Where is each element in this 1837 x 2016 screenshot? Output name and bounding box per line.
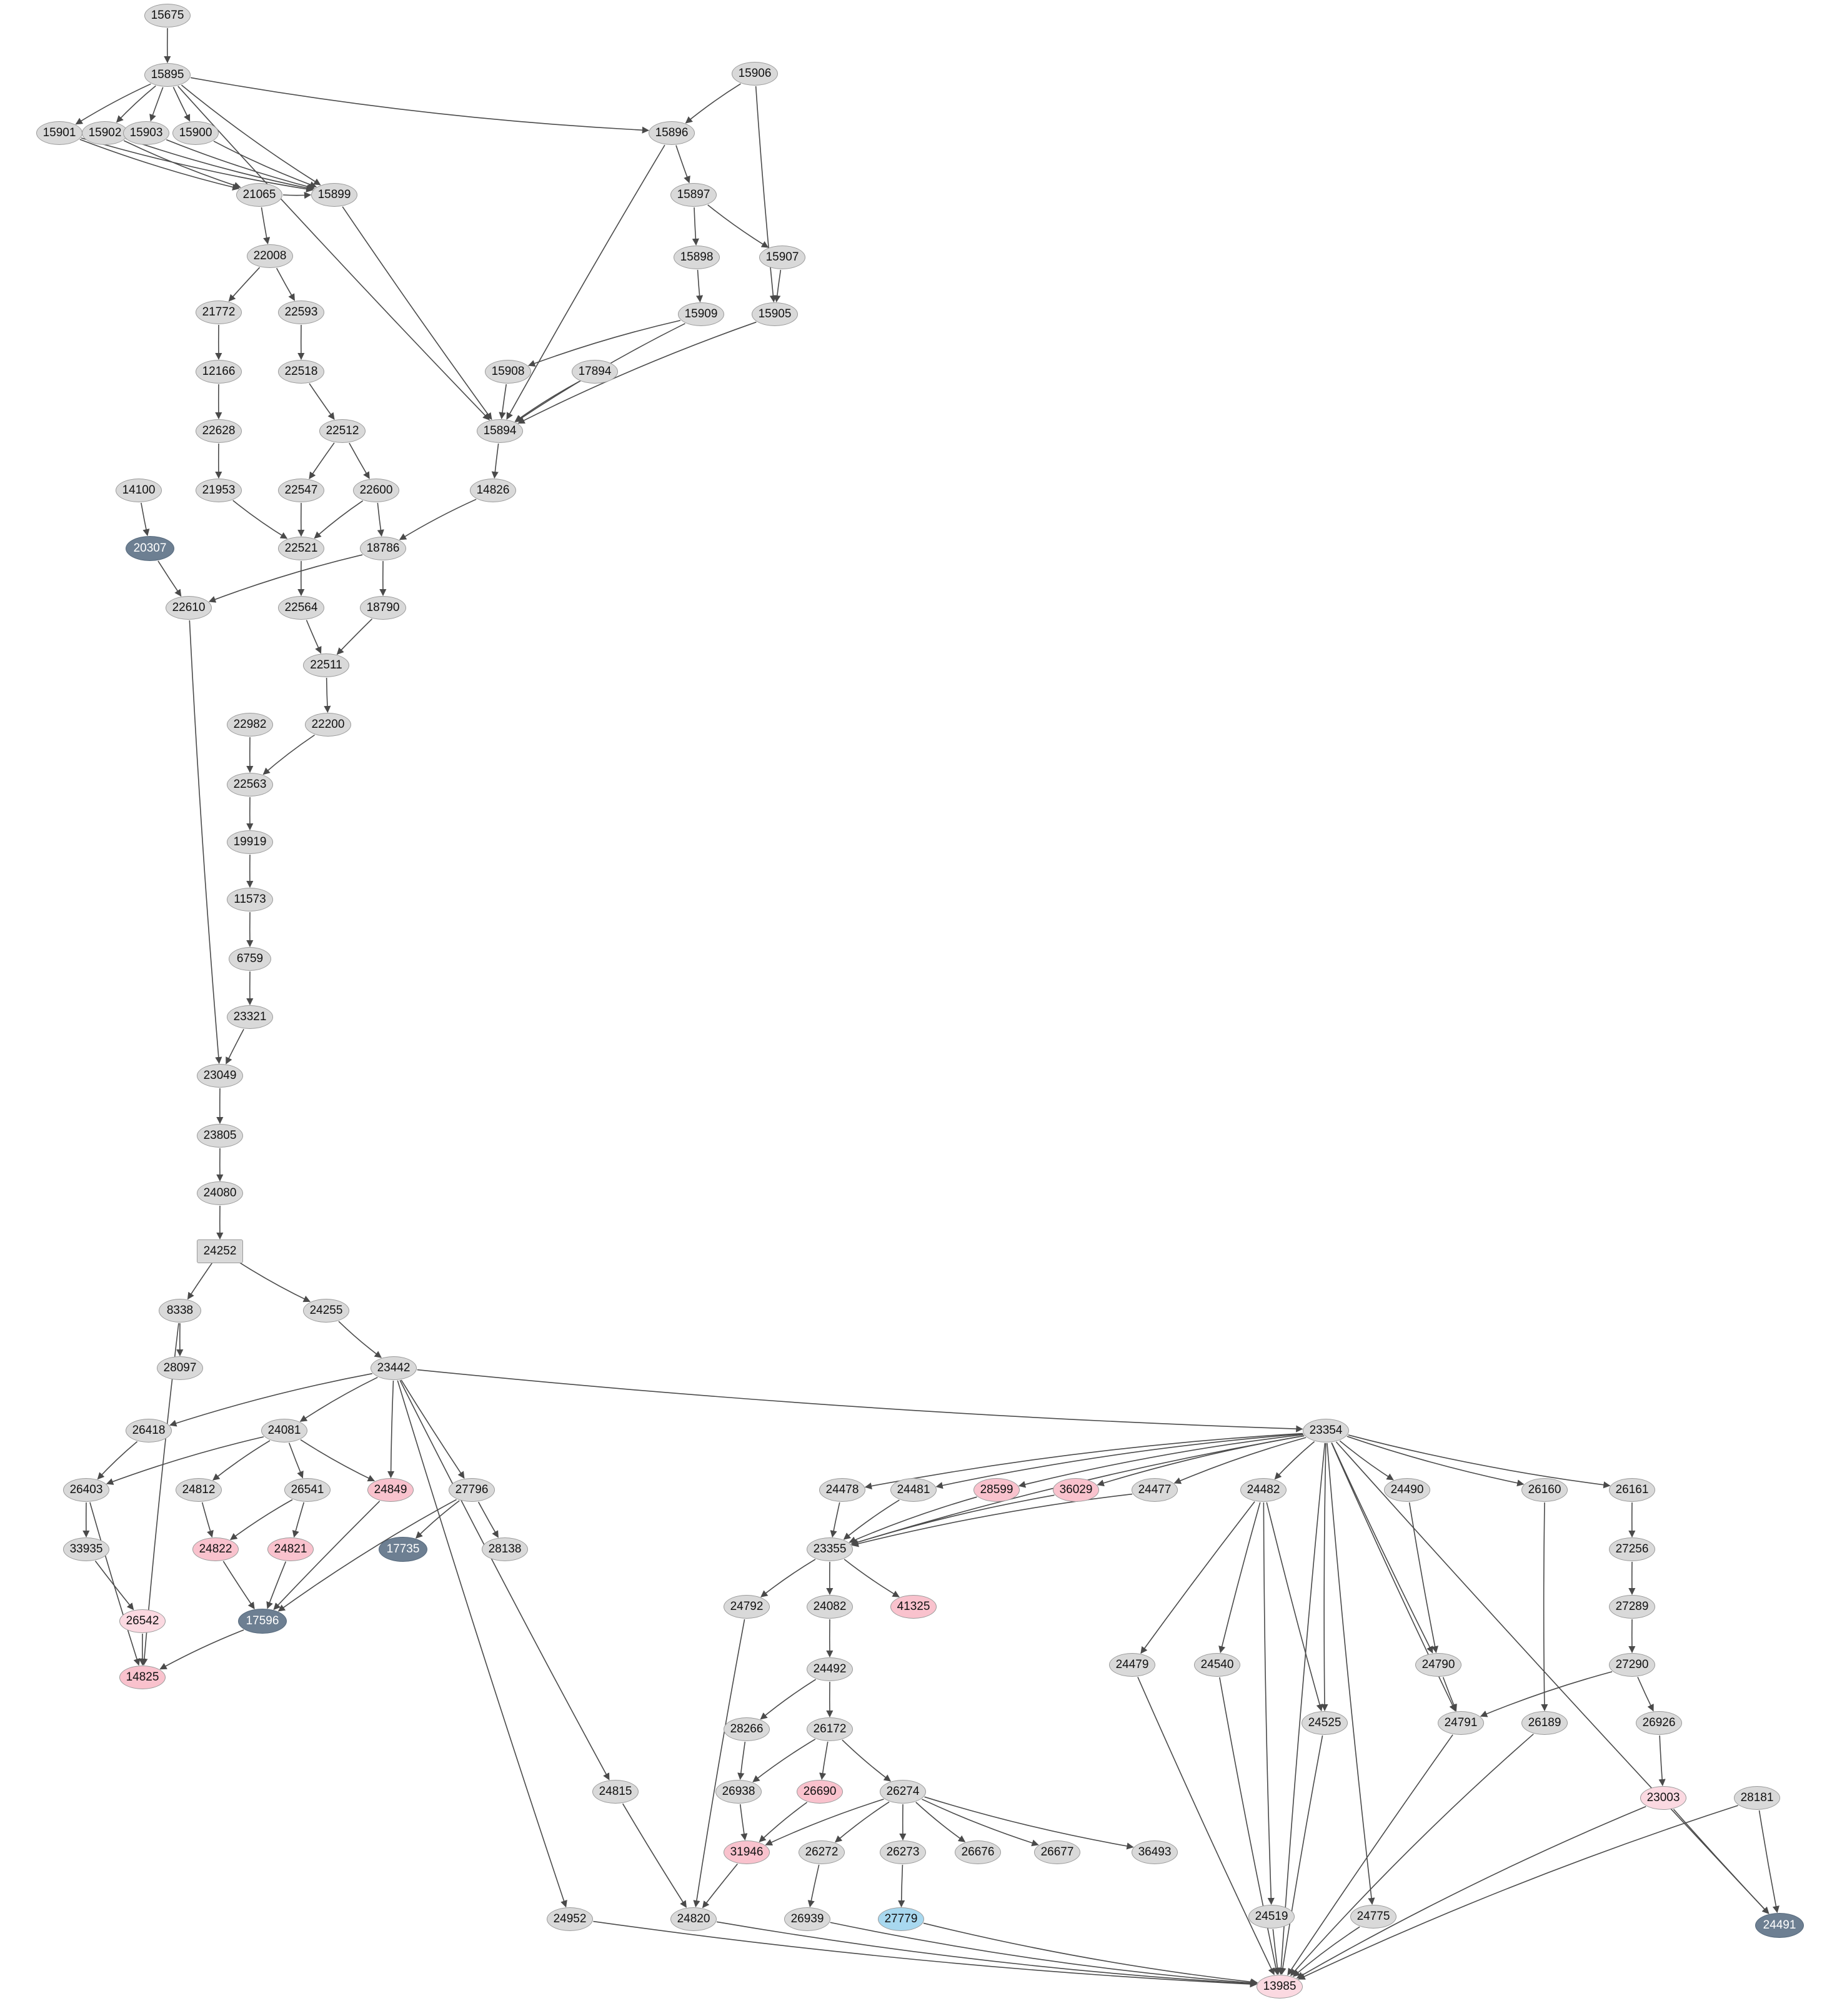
graph-node[interactable]: 26172 xyxy=(807,1717,853,1741)
graph-node[interactable]: 15896 xyxy=(649,121,695,145)
graph-edge xyxy=(170,1374,372,1426)
graph-node[interactable]: 41325 xyxy=(890,1595,937,1619)
graph-edge xyxy=(519,322,757,424)
graph-node[interactable]: 13985 xyxy=(1257,1975,1303,1999)
graph-edge xyxy=(314,501,362,539)
graph-edge xyxy=(223,1561,254,1609)
graph-edge xyxy=(202,1502,212,1537)
graph-edge xyxy=(759,1802,807,1842)
graph-node[interactable]: 12166 xyxy=(196,360,242,384)
graph-edge xyxy=(852,1495,1055,1544)
graph-edge xyxy=(676,146,689,183)
graph-edge xyxy=(1443,1677,1456,1711)
graph-edge xyxy=(1340,1441,1393,1480)
graph-node[interactable]: 24490 xyxy=(1384,1478,1430,1502)
graph-node[interactable]: 21953 xyxy=(196,479,242,502)
graph-node[interactable]: 15899 xyxy=(311,183,357,207)
graph-node[interactable]: 22564 xyxy=(278,596,324,620)
graph-edge xyxy=(1281,1443,1325,1974)
graph-node[interactable]: 24080 xyxy=(197,1181,243,1205)
graph-edge xyxy=(229,267,259,301)
graph-node[interactable]: 26189 xyxy=(1521,1711,1568,1735)
graph-node[interactable]: 24519 xyxy=(1248,1905,1295,1929)
graph-node[interactable]: 27256 xyxy=(1609,1537,1655,1561)
graph-edge xyxy=(294,1502,304,1537)
graph-node[interactable]: 24491 xyxy=(1755,1913,1804,1938)
graph-node[interactable]: 17894 xyxy=(572,360,618,384)
graph-node[interactable]: 24849 xyxy=(367,1478,414,1502)
graph-node[interactable]: 22547 xyxy=(278,479,324,502)
graph-edge xyxy=(309,384,334,419)
graph-edge xyxy=(233,500,287,539)
graph-edge xyxy=(740,1742,745,1779)
graph-edge xyxy=(1410,1502,1436,1652)
graph-node[interactable]: 26273 xyxy=(880,1840,926,1864)
graph-node[interactable]: 36493 xyxy=(1132,1840,1178,1864)
graph-node[interactable]: 17735 xyxy=(379,1537,427,1562)
graph-edge xyxy=(417,1370,1303,1429)
graph-edge xyxy=(740,1804,745,1840)
graph-node[interactable]: 15903 xyxy=(123,121,169,145)
graph-node[interactable]: 24525 xyxy=(1302,1711,1348,1735)
graph-node[interactable]: 24821 xyxy=(267,1537,314,1561)
graph-edge xyxy=(416,1501,459,1538)
graph-edge xyxy=(695,1619,744,1907)
graph-edge xyxy=(760,1679,815,1719)
graph-node[interactable]: 26418 xyxy=(126,1419,172,1442)
graph-edge xyxy=(835,1802,889,1842)
graph-edge xyxy=(694,207,696,245)
graph-edge xyxy=(301,1440,374,1481)
graph-node[interactable]: 28599 xyxy=(973,1478,1020,1502)
graph-edge xyxy=(95,1561,133,1609)
graph-edge xyxy=(289,1443,303,1478)
graph-node[interactable]: 24812 xyxy=(176,1478,222,1502)
graph-edge xyxy=(717,1922,1257,1984)
graph-edge xyxy=(502,384,507,419)
graph-node[interactable]: 8338 xyxy=(159,1299,201,1323)
graph-edge xyxy=(267,1562,286,1609)
graph-edge xyxy=(306,620,321,653)
graph-edge xyxy=(1098,1436,1305,1485)
graph-edge xyxy=(231,1500,292,1540)
graph-node[interactable]: 23049 xyxy=(197,1064,243,1088)
graph-edge xyxy=(753,1739,815,1782)
graph-node[interactable]: 15900 xyxy=(172,121,219,145)
graph-edge xyxy=(1673,1809,1768,1914)
graph-node[interactable]: 24478 xyxy=(819,1478,865,1502)
graph-edge xyxy=(766,1799,884,1845)
graph-node[interactable]: 15898 xyxy=(674,246,720,269)
graph-edge xyxy=(810,1865,819,1907)
graph-node[interactable]: 21065 xyxy=(236,183,282,207)
graph-node[interactable]: 26690 xyxy=(797,1780,843,1804)
graph-node[interactable]: 26274 xyxy=(880,1780,926,1804)
graph-edge xyxy=(226,1029,244,1063)
graph-edge xyxy=(703,1864,738,1907)
graph-node[interactable]: 31946 xyxy=(724,1840,770,1864)
graph-node[interactable]: 22600 xyxy=(353,479,399,502)
graph-node[interactable]: 24081 xyxy=(261,1419,307,1442)
graph-edge xyxy=(1275,1441,1314,1479)
graph-node[interactable]: 26676 xyxy=(955,1840,1001,1864)
graph-node[interactable]: 15908 xyxy=(485,360,531,384)
graph-edge xyxy=(188,1263,212,1299)
graph-edge xyxy=(844,1559,899,1597)
graph-node[interactable]: 23805 xyxy=(197,1124,243,1148)
graph-edge xyxy=(236,1261,310,1302)
graph-node[interactable]: 24252 xyxy=(197,1239,243,1263)
graph-edge xyxy=(1327,1443,1372,1904)
graph-edge xyxy=(80,139,239,189)
graph-node[interactable]: 26939 xyxy=(784,1907,830,1931)
graph-edge xyxy=(1288,1735,1453,1975)
graph-node[interactable]: 24792 xyxy=(724,1595,770,1619)
graph-edge xyxy=(213,1441,270,1480)
graph-edge xyxy=(173,87,189,121)
graph-node[interactable]: 18786 xyxy=(360,537,406,560)
graph-edge xyxy=(756,86,774,302)
graph-node[interactable]: 15895 xyxy=(144,63,191,87)
graph-node[interactable]: 18790 xyxy=(360,596,406,620)
graph-node[interactable]: 24790 xyxy=(1415,1653,1461,1677)
graph-node[interactable]: 28138 xyxy=(482,1537,528,1561)
graph-node[interactable]: 6759 xyxy=(229,947,271,971)
graph-edge xyxy=(494,444,498,478)
graph-edge xyxy=(1282,1735,1322,1974)
graph-node[interactable]: 22521 xyxy=(278,537,324,560)
graph-node[interactable]: 24952 xyxy=(547,1907,593,1931)
graph-node[interactable]: 26677 xyxy=(1034,1840,1080,1864)
graph-node[interactable]: 23003 xyxy=(1640,1786,1686,1810)
graph-edge xyxy=(309,443,334,479)
graph-node[interactable]: 26542 xyxy=(119,1609,166,1633)
graph-node[interactable]: 22563 xyxy=(227,773,273,797)
graph-node[interactable]: 22628 xyxy=(196,419,242,443)
graph-node[interactable]: 27290 xyxy=(1609,1653,1655,1677)
graph-node[interactable]: 26403 xyxy=(63,1478,109,1502)
graph-node[interactable]: 24791 xyxy=(1438,1711,1484,1735)
graph-edge xyxy=(708,205,769,247)
graph-node[interactable]: 15909 xyxy=(678,302,724,326)
graph-edge xyxy=(160,1630,244,1669)
graph-edge xyxy=(349,443,369,479)
graph-node[interactable]: 15902 xyxy=(82,121,128,145)
graph-node[interactable]: 22982 xyxy=(227,713,273,737)
graph-edge xyxy=(1760,1810,1778,1912)
graph-node[interactable]: 15905 xyxy=(752,302,798,326)
graph-edge xyxy=(377,503,381,536)
graph-node[interactable]: 24540 xyxy=(1194,1653,1240,1677)
graph-node[interactable]: 28097 xyxy=(157,1356,203,1380)
graph-edge xyxy=(391,1381,394,1477)
graph-edge xyxy=(832,1502,840,1537)
graph-node[interactable]: 24482 xyxy=(1240,1478,1287,1502)
graph-edge xyxy=(479,1502,499,1537)
graph-node[interactable]: 19919 xyxy=(227,830,273,854)
graph-node[interactable]: 27796 xyxy=(449,1478,495,1502)
graph-edge xyxy=(339,1321,381,1358)
graph-edge xyxy=(327,678,328,712)
graph-node[interactable]: 24082 xyxy=(807,1595,853,1619)
graph-node[interactable]: 24775 xyxy=(1350,1905,1396,1929)
graph-edge xyxy=(277,268,295,300)
graph-node[interactable]: 21772 xyxy=(196,300,242,324)
graph-node[interactable]: 23355 xyxy=(807,1537,853,1561)
graph-edge xyxy=(261,207,267,244)
graph-node[interactable]: 23354 xyxy=(1303,1419,1349,1442)
graph-node[interactable]: 26938 xyxy=(715,1780,762,1804)
graph-node[interactable]: 22511 xyxy=(303,653,349,677)
graph-node[interactable]: 28266 xyxy=(724,1717,770,1741)
graph-node[interactable]: 24822 xyxy=(192,1537,239,1561)
graph-node[interactable]: 15907 xyxy=(759,246,805,269)
graph-edge xyxy=(1297,1807,1646,1979)
graph-node[interactable]: 24481 xyxy=(890,1478,937,1502)
graph-edge xyxy=(925,1797,1133,1847)
graph-node[interactable]: 17596 xyxy=(238,1609,287,1634)
graph-edge xyxy=(529,320,680,365)
graph-node[interactable]: 26541 xyxy=(284,1478,331,1502)
graph-node[interactable]: 26160 xyxy=(1521,1478,1568,1502)
graph-edge xyxy=(698,270,700,302)
graph-node[interactable]: 15675 xyxy=(144,4,191,27)
graph-node[interactable]: 23321 xyxy=(227,1005,273,1029)
graph-edge xyxy=(400,499,476,540)
graph-edge xyxy=(301,1378,378,1422)
graph-edge xyxy=(90,1502,139,1665)
graph-node[interactable]: 33935 xyxy=(63,1537,109,1561)
graph-edge xyxy=(1660,1735,1663,1785)
graph-edge xyxy=(1638,1677,1653,1711)
graph-node[interactable]: 27779 xyxy=(878,1907,924,1931)
graph-edge xyxy=(191,77,649,130)
graph-edge xyxy=(81,138,312,190)
graph-node[interactable]: 20307 xyxy=(126,536,174,561)
graph-edge xyxy=(76,84,151,124)
graph-node[interactable]: 22518 xyxy=(278,360,324,384)
graph-node[interactable]: 23442 xyxy=(371,1356,417,1380)
graph-edge xyxy=(126,139,313,189)
graph-edge xyxy=(189,620,219,1063)
graph-node[interactable]: 22512 xyxy=(319,419,366,443)
graph-edge xyxy=(842,1740,890,1781)
graph-edge xyxy=(822,1742,828,1779)
graph-edge xyxy=(902,1865,903,1907)
graph-edge xyxy=(397,1381,565,1907)
graph-edge xyxy=(263,735,314,774)
graph-node[interactable]: 26926 xyxy=(1636,1711,1682,1735)
graph-node[interactable]: 24820 xyxy=(670,1907,717,1931)
graph-edge xyxy=(1141,1502,1255,1654)
graph-node[interactable]: 26161 xyxy=(1609,1478,1655,1502)
graph-edge xyxy=(686,84,741,123)
graph-edge xyxy=(1481,1672,1612,1716)
graph-edge xyxy=(923,1923,1257,1982)
graph-node[interactable]: 22008 xyxy=(247,244,293,268)
graph-node[interactable]: 24477 xyxy=(1132,1478,1178,1502)
graph-node[interactable]: 14826 xyxy=(470,479,516,502)
graph-edge xyxy=(401,1380,464,1478)
graph-edge xyxy=(158,561,181,596)
graph-edge xyxy=(1138,1677,1274,1974)
graph-node[interactable]: 22593 xyxy=(278,300,324,324)
graph-node[interactable]: 15897 xyxy=(670,183,717,207)
graph-node[interactable]: 15906 xyxy=(732,62,778,86)
graph-edge xyxy=(141,503,147,535)
graph-edge xyxy=(1267,1502,1322,1711)
graph-node[interactable]: 14825 xyxy=(119,1666,166,1689)
graph-node[interactable]: 22610 xyxy=(166,596,212,620)
graph-edge xyxy=(1291,1734,1533,1976)
graph-edge xyxy=(852,1494,1132,1546)
graph-node[interactable]: 11573 xyxy=(227,888,273,911)
graph-node[interactable]: 24479 xyxy=(1109,1653,1155,1677)
graph-edge xyxy=(1347,1436,1523,1484)
graph-node[interactable]: 24815 xyxy=(592,1780,639,1804)
graph-edge xyxy=(1220,1502,1260,1652)
graph-edge xyxy=(342,207,492,419)
graph-node[interactable]: 24255 xyxy=(303,1299,349,1323)
graph-edge xyxy=(777,270,781,302)
graph-node[interactable]: 28181 xyxy=(1734,1786,1780,1810)
graph-node[interactable]: 14100 xyxy=(116,479,162,502)
graph-node[interactable]: 26272 xyxy=(799,1840,845,1864)
graph-edge xyxy=(849,1497,977,1542)
graph-node[interactable]: 22200 xyxy=(305,713,351,737)
graph-edge xyxy=(337,619,372,655)
graph-edge xyxy=(623,1804,687,1907)
graph-edge xyxy=(166,140,314,189)
graph-edge xyxy=(97,1441,137,1479)
graph-node[interactable]: 27289 xyxy=(1609,1595,1655,1619)
graph-node[interactable]: 36029 xyxy=(1053,1478,1099,1502)
graph-node[interactable]: 15894 xyxy=(477,419,523,443)
graph-edge xyxy=(1544,1502,1545,1711)
graph-node[interactable]: 15901 xyxy=(36,121,82,145)
graph-node[interactable]: 24492 xyxy=(807,1657,853,1681)
graph-edge xyxy=(209,555,362,602)
graph-edge xyxy=(761,1559,815,1597)
graph-edge xyxy=(1263,1502,1271,1904)
graph-edge xyxy=(1324,1443,1326,1711)
graph-edge xyxy=(151,87,163,121)
graph-edge xyxy=(283,195,311,196)
graph-edge xyxy=(124,141,241,187)
graph-edge xyxy=(1348,1435,1610,1486)
